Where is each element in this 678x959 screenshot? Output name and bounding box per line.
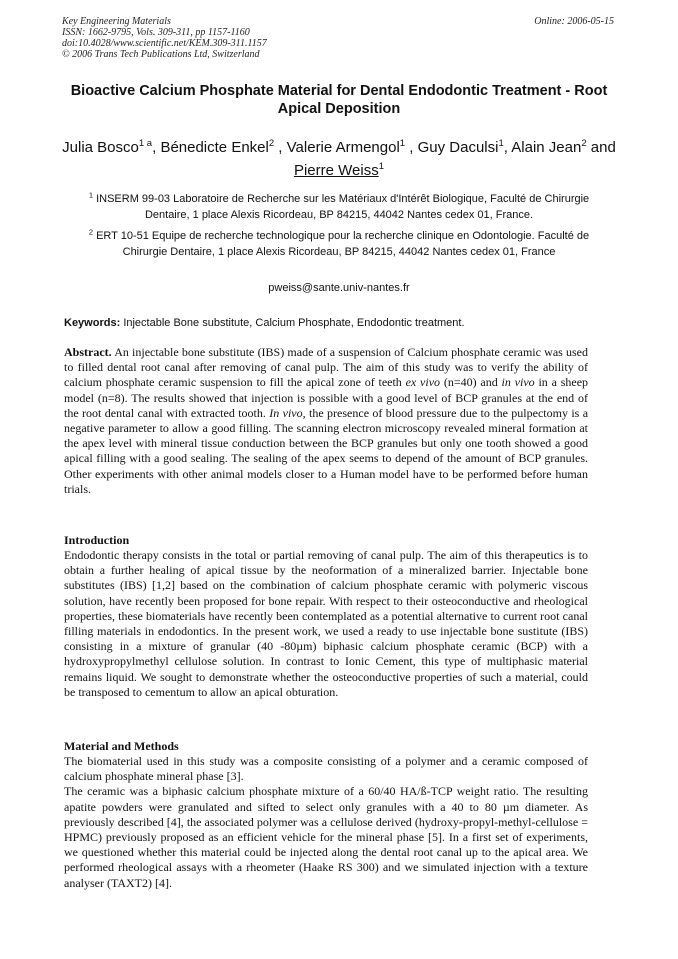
author-separator: , — [152, 139, 161, 156]
abstract-text: An injectable bone substitute (IBS) made of a suspension of Calcium phosphate ceramic was used to filled dental root canal after removing of canal pulp. The aim of this study was to verify the ability of calcium phosphate ceramic suspension to fill the apical zone of teeth — [64, 345, 589, 390]
author-name: Guy Daculsi — [417, 139, 499, 156]
author-list — [62, 134, 616, 180]
contact-email[interactable]: pweiss@sante.univ-nantes.fr — [268, 282, 410, 294]
affiliation-text: ERT 10-51 Equipe de recherche technologique pour la recherche clinique en Odontologie. Faculté de Chirurgie Dentaire, 1 place Alexis Ricordeau, BP 84215, 44042 Nantes cedex 01, France — [96, 230, 590, 258]
methods-paragraph: The biomaterial used in this study was a composite consisting of a polymer and a ceramic composed of calcium phosphate mineral phase [3]. — [64, 754, 588, 784]
author-affiliation-mark: 1 — [498, 138, 504, 149]
affiliation-number: 1 — [88, 190, 94, 200]
journal-name: Key Engineering Materials — [62, 16, 171, 27]
issn-line: ISSN: 1662-9795, Vols. 309-311, pp 1157-1160 — [62, 27, 250, 38]
paper-title: Bioactive Calcium Phosphate Material for Dental Endodontic Treatment - Root Apical Deposition — [70, 83, 608, 117]
methods-body — [64, 754, 588, 891]
section-heading-methods: Material and Methods — [64, 739, 179, 753]
author-affiliation-mark: 1 — [399, 138, 406, 149]
introduction-body: Endodontic therapy consists in the total or partial removing of canal pulp. The aim of this therapeutics is to obtain a further healing of apical tissue by the neoformation of a mineralized barrier. Injectable bone substitutes (IBS) [1,2] based on the combination of calcium phosphate ceramic with polymeric viscous solution, have recently been proposed for bone repair. With respect to their osteoconductive and rheological properties, these biomaterials have recently been contemplated as a potential alternative to current root canal filling materials in endodontics. In the present work, we used a ready to use injectable bone sustitute (IBS) consisting in a mixture of granular (40 -80µm) biphasic calcium phosphate ceramic (BCP) with a hydroxypropylmethyl cellulose solution. In contrast to Ionic Cement, this type of multiphasic material remains liquid. We sought to demonstrate whether the osteoconductive properties of such a material, could be transposed to cementum to allow an apical obturation. — [64, 548, 588, 699]
author-affiliation-mark: 1 a — [138, 138, 153, 149]
author-affiliation-mark: 2 — [581, 138, 587, 149]
abstract-label: Abstract. — [64, 345, 112, 359]
copyright-line: © 2006 Trans Tech Publications Ltd, Switzerland — [62, 49, 260, 60]
abstract — [64, 345, 588, 497]
doi-line[interactable]: doi:10.4028/www.scientific.net/KEM.309-311.1157 — [62, 38, 267, 49]
abstract-text: in a sheep model (n=8). The results showed that injection is possible with a good level of BCP granules at the end of the root dental canal with extracted tooth. — [64, 375, 589, 420]
abstract-text: (n=40) and — [443, 375, 498, 390]
online-date: Online: 2006-05-15 — [534, 16, 614, 27]
author-name: Julia Bosco — [62, 139, 139, 156]
author-affiliation-mark: 2 — [268, 138, 275, 149]
author-name: Bénedicte Enkel — [160, 139, 269, 156]
author-name: Alain Jean — [511, 139, 582, 156]
journal-metadata — [62, 16, 267, 60]
abstract-italic: In vivo, — [269, 405, 306, 420]
corresponding-author-link[interactable]: Pierre Weiss — [293, 162, 379, 179]
affiliation-text: INSERM 99-03 Laboratoire de Recherche sur les Matériaux d'Intérêt Biologique, Faculté de Chirurgie Dentaire, 1 place Alexis Ricordeau, BP 84215, 44042 Nantes cedex 01, France. — [96, 193, 590, 221]
affiliation-1 — [70, 192, 608, 223]
affiliation-2 — [70, 229, 608, 260]
affiliation-number: 2 — [88, 227, 93, 237]
keywords-text: Injectable Bone substitute, Calcium Phosphate, Endodontic treatment. — [123, 317, 465, 329]
author-separator: , — [274, 139, 287, 156]
section-heading-introduction: Introduction — [64, 533, 130, 547]
abstract-italic: ex vivo — [405, 375, 441, 390]
author-separator: , — [503, 139, 512, 156]
abstract-text: the presence of blood pressure due to the pulpectomy is a negative parameter to allow a good filling. The scanning electron microscopy revealed mineral formation at the apex level with mineral tissue conduction between the BCP granules but only one tooth showed a good apical filling with a good sealing. The sealing of the apex seems to depend of the amount of BCP granules. Other experiments with other animal models closer to a Human model have to be performed before human trials. — [64, 405, 589, 496]
abstract-italic: in vivo — [501, 375, 535, 390]
keywords — [64, 316, 616, 330]
author-separator: , — [405, 139, 418, 156]
author-affiliation-mark: 1 — [378, 161, 385, 172]
methods-paragraph: The ceramic was a biphasic calcium phosphate mixture of a 60/40 HA/ß-TCP weight ratio. The resulting apatite powders were granulated and sifted to select only granules with a 40 to 80 µm diameter. As previously described [4], the associated polymer was a cellulose derived (hydroxy-propyl-methyl-cellulose = HPMC) previously proposed as an efficient vehicle for the mineral phase [5]. In a first set of experiments, we questioned whether this material could be injected along the dental root canal up to the apical area. We performed rheological assays with a rheometer (Haake RS 300) and we simulated injection with a texture analyser (TAXT2) [4]. — [64, 784, 588, 890]
keywords-label: Keywords: — [64, 317, 121, 329]
author-separator: and — [586, 139, 616, 156]
author-name: Valerie Armengol — [286, 139, 400, 156]
